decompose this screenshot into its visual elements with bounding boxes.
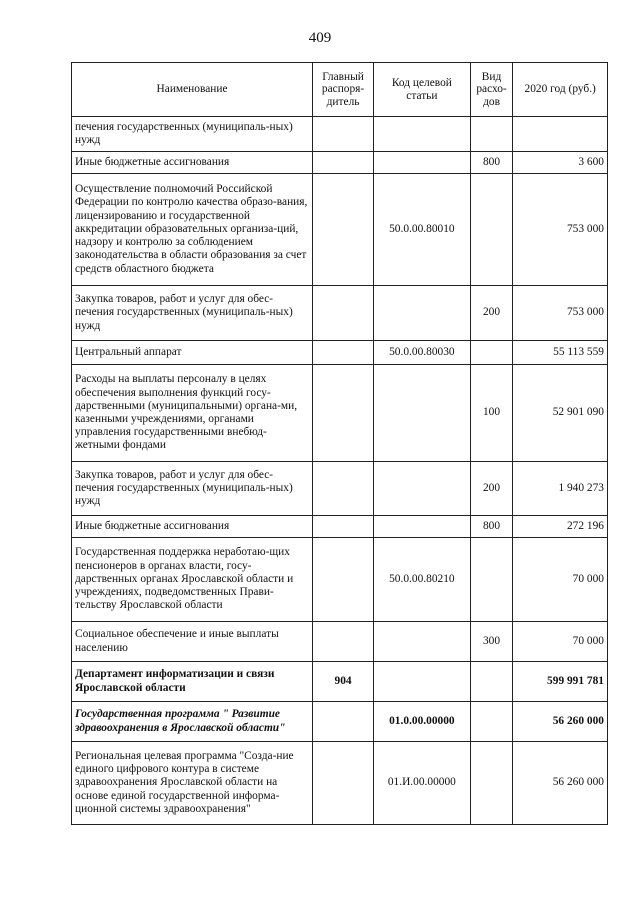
row-admin [313, 365, 374, 462]
row-name: Государственная программа " Развитие здравоохранения в Ярославской области" [72, 702, 313, 742]
row-code: 50.0.00.80010 [374, 174, 471, 286]
table-row [72, 152, 608, 174]
row-amount: 56 260 000 [513, 702, 608, 742]
table-header-row [72, 63, 608, 117]
row-admin [313, 341, 374, 365]
row-code [374, 365, 471, 462]
row-kind: 300 [470, 622, 513, 662]
table-row [72, 516, 608, 538]
page-number: 409 [308, 30, 332, 46]
row-amount: 70 000 [513, 538, 608, 622]
row-name: Центральный аппарат [72, 341, 313, 365]
row-amount: 599 991 781 [513, 662, 608, 702]
row-amount: 753 000 [513, 174, 608, 286]
row-name: Иные бюджетные ассигнования [72, 152, 313, 174]
row-admin [313, 516, 374, 538]
row-admin [313, 538, 374, 622]
row-amount: 56 260 000 [513, 742, 608, 825]
header-amount: 2020 год (руб.) [513, 63, 608, 117]
row-code [374, 117, 471, 152]
row-amount: 52 901 090 [513, 365, 608, 462]
row-kind [470, 742, 513, 825]
table-row [72, 286, 608, 341]
row-kind: 800 [470, 152, 513, 174]
row-name: Иные бюджетные ассигнования [72, 516, 313, 538]
table-row [72, 117, 608, 152]
table-row [72, 622, 608, 662]
row-code: 01.И.00.00000 [374, 742, 471, 825]
table-row [72, 365, 608, 462]
row-kind [470, 538, 513, 622]
row-admin: 904 [313, 662, 374, 702]
row-admin [313, 742, 374, 825]
row-amount: 1 940 273 [513, 462, 608, 516]
row-name: печения государственных (муниципаль-ных) нужд [72, 117, 313, 152]
row-name: Департамент информатизации и связи Ярославской области [72, 662, 313, 702]
row-kind [470, 174, 513, 286]
row-code [374, 622, 471, 662]
row-kind [470, 117, 513, 152]
row-code [374, 662, 471, 702]
row-admin [313, 286, 374, 341]
row-kind: 200 [470, 286, 513, 341]
row-admin [313, 462, 374, 516]
row-amount: 3 600 [513, 152, 608, 174]
row-code [374, 516, 471, 538]
row-kind [470, 341, 513, 365]
row-code [374, 462, 471, 516]
row-kind: 200 [470, 462, 513, 516]
row-kind [470, 702, 513, 742]
row-amount: 272 196 [513, 516, 608, 538]
row-name: Региональная целевая программа "Созда-ние единого цифрового контура в системе здравоохранения Ярославской области на основе единой государственной информа-ционной системы здравоохранения" [72, 742, 313, 825]
row-admin [313, 622, 374, 662]
table-row [72, 341, 608, 365]
row-amount: 70 000 [513, 622, 608, 662]
row-name: Социальное обеспечение и иные выплаты населению [72, 622, 313, 662]
row-name: Расходы на выплаты персоналу в целях обеспечения выполнения функций госу-дарственными (муниципальными) органа-ми, казенными учреждениями, органами управления государственными внебюд-жетными фондами [72, 365, 313, 462]
row-admin [313, 117, 374, 152]
row-admin [313, 152, 374, 174]
row-kind: 800 [470, 516, 513, 538]
row-code [374, 152, 471, 174]
row-amount: 55 113 559 [513, 341, 608, 365]
row-admin [313, 702, 374, 742]
header-admin: Главный распоря-дитель [313, 63, 374, 117]
row-name: Государственная поддержка неработаю-щих пенсионеров в органах власти, госу-дарственных органах Ярославской области и учреждениях, подведомственных Прави-тельству Ярославской области [72, 538, 313, 622]
header-name: Наименование [72, 63, 313, 117]
row-amount: 753 000 [513, 286, 608, 341]
table-row [72, 702, 608, 742]
table-row [72, 538, 608, 622]
budget-table [71, 62, 608, 825]
table-row [72, 742, 608, 825]
row-name: Закупка товаров, работ и услуг для обес-печения государственных (муниципаль-ных) нужд [72, 286, 313, 341]
row-code: 01.0.00.00000 [374, 702, 471, 742]
table-row [72, 174, 608, 286]
row-kind: 100 [470, 365, 513, 462]
row-code [374, 286, 471, 341]
table-row [72, 462, 608, 516]
row-code: 50.0.00.80030 [374, 341, 471, 365]
header-kind: Вид расхо-дов [470, 63, 513, 117]
row-name: Закупка товаров, работ и услуг для обес-печения государственных (муниципаль-ных) нужд [72, 462, 313, 516]
row-name: Осуществление полномочий Российской Федерации по контролю качества образо-вания, лицензированию и государственной аккредитации образовательных организа-ций, надзору и контролю за соблюдением законодательства в области образования за счет средств областного бюджета [72, 174, 313, 286]
row-code: 50.0.00.80210 [374, 538, 471, 622]
table-row [72, 662, 608, 702]
row-amount [513, 117, 608, 152]
header-code: Код целевой статьи [374, 63, 471, 117]
row-admin [313, 174, 374, 286]
row-kind [470, 662, 513, 702]
